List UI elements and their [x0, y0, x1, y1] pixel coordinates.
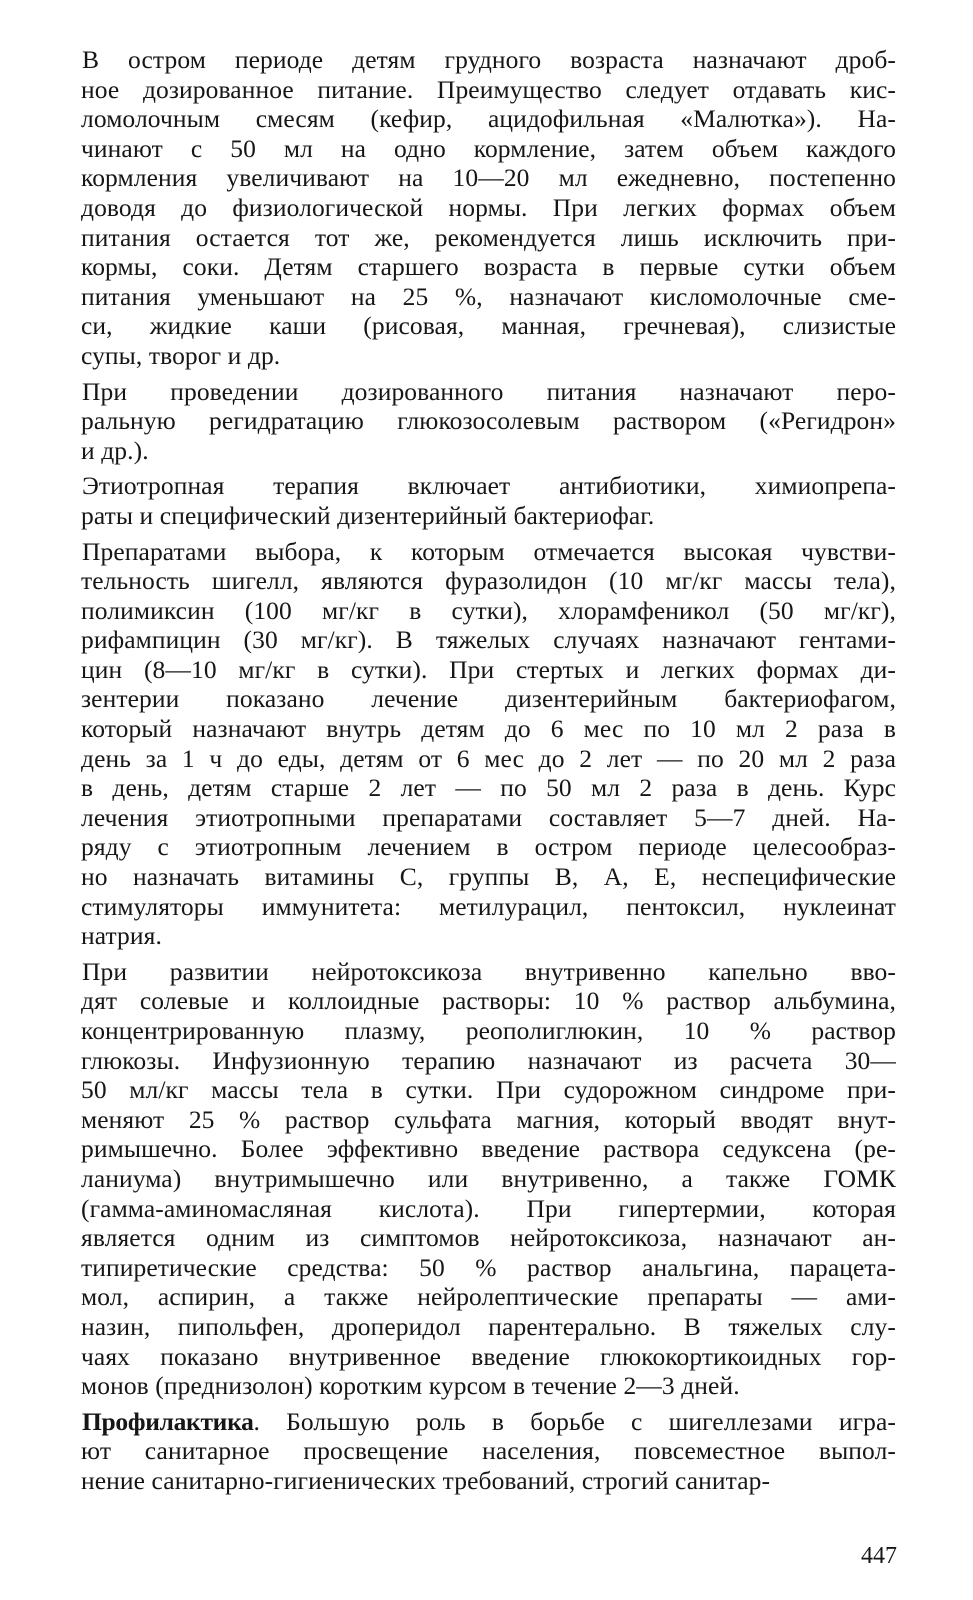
text-line: который назначают внутрь детям до 6 мес по 10 мл 2 раза в: [81, 714, 896, 744]
text-line: меняют 25 % раствор сульфата магния, который вводят внут-: [81, 1104, 896, 1134]
text-line: стимуляторы иммунитета: метилурацил, пентоксил, нуклеинат: [81, 891, 896, 921]
text-line: чаях показано внутривенное введение глюкокортикоидных гор-: [81, 1341, 896, 1371]
text-line: питания остается тот же, рекомендуется лишь исключить при-: [81, 222, 896, 252]
text-line: назин, пипольфен, дроперидол парентерально. В тяжелых слу-: [81, 1311, 896, 1341]
text-line: но назначать витамины С, группы В, А, Е, неспецифические: [81, 862, 896, 892]
text-line: лечения этиотропными препаратами составляет 5—7 дней. На-: [81, 802, 896, 832]
text-line: натрия.: [81, 921, 162, 951]
section-heading: Профилактика: [82, 1406, 254, 1436]
paragraph: [82, 45, 896, 371]
text-line: доводя до физиологической нормы. При легких формах объем: [81, 192, 896, 222]
paragraph: [82, 1407, 896, 1496]
text-line: нение санитарно-гигиенических требований, строгий санитар-: [81, 1465, 771, 1495]
text-line: ют санитарное просвещение населения, повсеместное выпол-: [81, 1436, 896, 1466]
text-line: полимиксин (100 мг/кг в сутки), хлорамфеникол (50 мг/кг),: [81, 595, 896, 625]
page-number: 447: [861, 1543, 897, 1569]
text-line: является одним из симптомов нейротоксикоза, назначают ан-: [81, 1223, 896, 1253]
text-line: глюкозы. Инфузионную терапию назначают из расчета 30—: [81, 1045, 896, 1075]
text-line: мол, аспирин, а также нейролептические препараты — ами-: [81, 1282, 896, 1312]
text-line: питания уменьшают на 25 %, назначают кисломолочные сме-: [81, 281, 896, 311]
text-line: дят солевые и коллоидные растворы: 10 % раствор альбумина,: [81, 986, 896, 1016]
text-line: ланиума) внутримышечно или внутривенно, а также ГОМК: [81, 1163, 896, 1193]
text-line: чинают с 50 мл на одно кормление, затем объем каждого: [81, 133, 896, 163]
text-line: 50 мл/кг массы тела в сутки. При судорожном синдроме при-: [81, 1075, 896, 1105]
paragraph: [82, 471, 896, 530]
text-line: В остром периоде детям грудного возраста назначают дроб-: [82, 45, 896, 74]
text-line: [82, 1407, 896, 1437]
text-line: При проведении дозированного питания назначают перо-: [82, 376, 896, 406]
text-line: тельность шигелл, являются фуразолидон (10 мг/кг массы тела),: [81, 566, 896, 596]
text-line: ломолочным смесям (кефир, ацидофильная «Малютка»). На-: [81, 104, 896, 134]
text-line: ряду с этиотропным лечением в остром периоде целесообраз-: [81, 832, 896, 862]
text-line: ное дозированное питание. Преимущество следует отдавать кис-: [81, 74, 896, 104]
text-line: кормы, соки. Детям старшего возраста в первые сутки объем: [81, 252, 896, 282]
paragraph: [82, 377, 896, 466]
text-line: Препаратами выбора, к которым отмечается высокая чувстви-: [82, 536, 896, 566]
text-line: супы, творог и др.: [81, 340, 281, 370]
text-line: кормления увеличивают на 10—20 мл ежедневно, постепенно: [81, 163, 896, 193]
text-line: (гамма-аминомасляная кислота). При гипертермии, которая: [81, 1193, 896, 1223]
text-line: ральную регидратацию глюкозосолевым раствором («Регидрон»: [81, 406, 896, 436]
text-line: зентерии показано лечение дизентерийным бактериофагом,: [81, 684, 896, 714]
text-line: При развитии нейротоксикоза внутривенно капельно вво-: [82, 956, 896, 986]
paragraph: [82, 537, 896, 951]
text-line: римышечно. Более эффективно введение раствора седуксена (ре-: [81, 1134, 896, 1164]
text-line: си, жидкие каши (рисовая, манная, гречневая), слизистые: [81, 311, 896, 341]
text-line: и др.).: [81, 435, 149, 465]
text-line: рифампицин (30 мг/кг). В тяжелых случаях назначают гентами-: [81, 625, 896, 655]
paragraph: [82, 957, 896, 1401]
text-line: цин (8—10 мг/кг в сутки). При стертых и легких формах ди-: [81, 654, 896, 684]
text-line: типиретические средства: 50 % раствор анальгина, парацета-: [81, 1252, 896, 1282]
text-line-content: . Большую роль в борьбе с шигеллезами игра-: [253, 1406, 896, 1436]
text-line: раты и специфический дизентерийный бактериофаг.: [81, 500, 655, 530]
text-line: монов (преднизолон) коротким курсом в течение 2—3 дней.: [81, 1371, 740, 1401]
text-line: в день, детям старше 2 лет — по 50 мл 2 раза в день. Курс: [81, 773, 896, 803]
text-line: день за 1 ч до еды, детям от 6 мес до 2 лет — по 20 мл 2 раза: [81, 743, 896, 773]
text-line: Этиотропная терапия включает антибиотики, химиопрепа-: [82, 471, 896, 501]
body-text: [82, 45, 896, 1502]
text-line: концентрированную плазму, реополиглюкин, 10 % раствор: [81, 1016, 896, 1045]
